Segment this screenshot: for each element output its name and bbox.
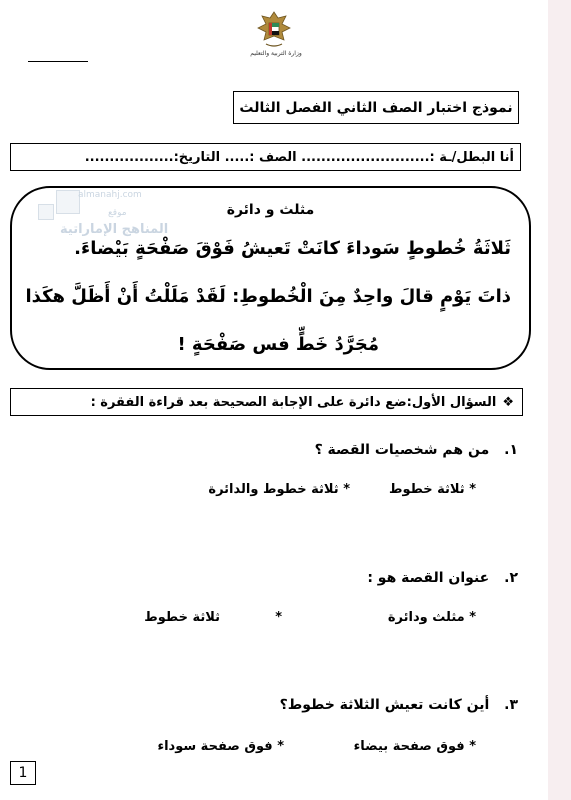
story-line-2: ذاتَ يَوْمٍ قالَ واحِدٌ مِنَ الْخُطوطِ: لَقَدْ مَلَلْتُ أَنْ أَظَلَّ هكَذا [25, 286, 511, 307]
story-title: مثلث و دائرة [226, 202, 315, 218]
question-number: ٣. [504, 697, 518, 713]
q2-option-2[interactable]: ثلاثة خطوط [144, 610, 220, 625]
watermark-line-1: almanahj.com [78, 190, 142, 200]
question-text: عنوان القصة هو : [367, 570, 490, 586]
q1-option-1[interactable]: * ثلاثة خطوط [388, 482, 476, 497]
watermark-line-2: موقع [108, 208, 127, 218]
q2-option-bullet: * [275, 610, 282, 625]
q2-option-1[interactable]: * مثلث ودائرة [387, 610, 476, 625]
name-underline [28, 61, 88, 62]
question-number: ١. [504, 442, 518, 458]
question-text: من هم شخصيات القصة ؟ [314, 442, 490, 458]
section-header [10, 388, 523, 416]
watermark [38, 190, 169, 250]
question-2 [367, 570, 518, 586]
page-number: 1 [10, 761, 36, 785]
uae-emblem-icon [254, 8, 294, 50]
section-label: السؤال الأول:ضع دائرة على الإجابة الصحيحة بعد قراءة الفقرة : [90, 394, 497, 410]
question-1 [315, 442, 518, 458]
question-3 [280, 697, 518, 713]
student-info-line: أنا البطل/ـة :.......................... الصف :..... التاريخ:.................. [10, 143, 521, 171]
right-edge-strip [548, 0, 571, 800]
story-line-1: ثَلاثَةُ خُطوطٍ سَوداءَ كانَتْ تَعيشُ فَوْقَ صَفْحَةٍ بَيْضاءَ. [74, 238, 511, 259]
q3-option-1[interactable]: * فوق صفحة بيضاء [353, 739, 476, 754]
q1-option-2[interactable]: * ثلاثة خطوط والدائرة [208, 482, 350, 497]
watermark-line-3: المناهج الإماراتية [60, 222, 169, 237]
ministry-label: وزارة التربية والتعليم [250, 50, 302, 57]
story-line-3: مُجَرَّدُ خَطٍّ فس صَفْحَةٍ ! [177, 334, 379, 355]
watermark-logo-icon [56, 190, 80, 214]
question-text: أين كانت تعيش الثلاثة خطوط؟ [279, 697, 490, 713]
bullet-icon: ❖ [502, 394, 514, 410]
test-title: نموذج اختبار الصف الثاني الفصل الثالث [233, 91, 519, 124]
watermark-logo-small-icon [38, 204, 54, 220]
q3-option-2[interactable]: * فوق صفحة سوداء [157, 739, 284, 754]
question-number: ٢. [504, 570, 518, 586]
